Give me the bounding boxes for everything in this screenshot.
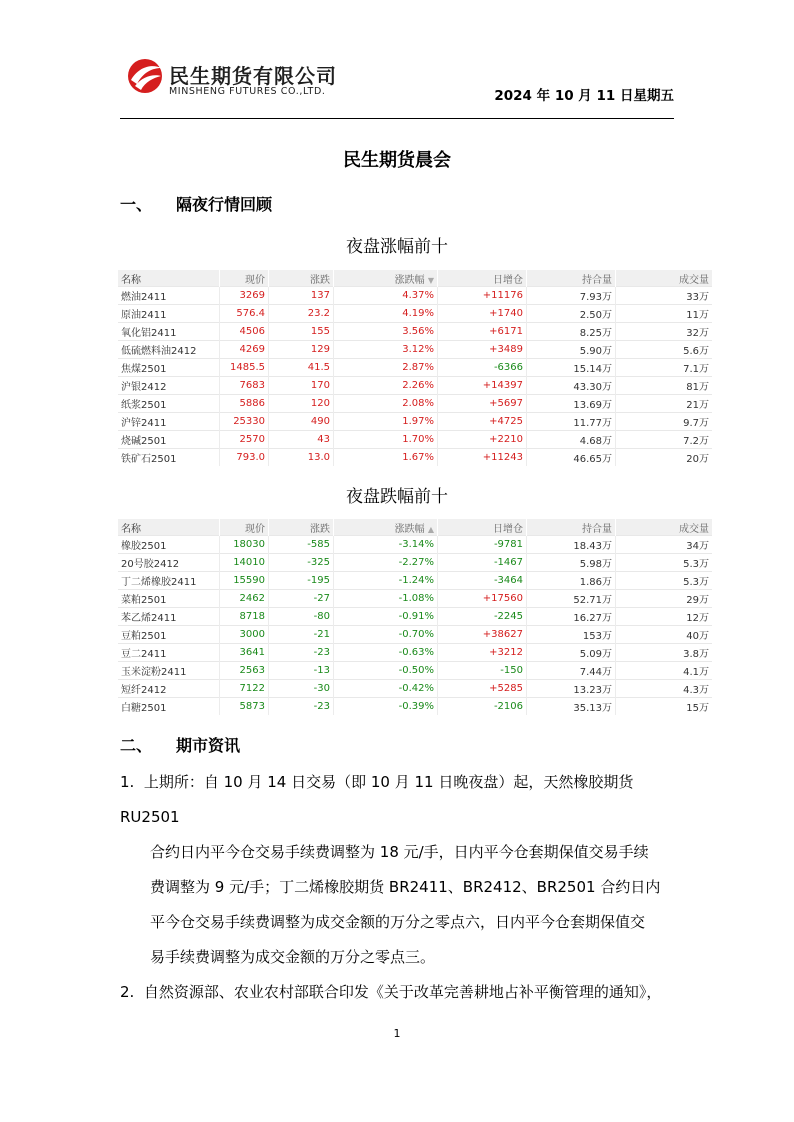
cell-name: 橡胶2501 [118, 536, 220, 554]
cell-open-interest: 11.77万 [527, 413, 616, 431]
cell-name: 玉米淀粉2411 [118, 662, 220, 680]
col-header-volume: 成交量 [616, 270, 713, 287]
cell-name: 氧化铝2411 [118, 323, 220, 341]
cell-oi-change: +14397 [438, 377, 527, 395]
cell-price: 4506 [220, 323, 269, 341]
report-date: 2024 年 10 月 11 日星期五 [494, 88, 674, 104]
cell-name: 菜粕2501 [118, 590, 220, 608]
news-line: 易手续费调整为成交金额的万分之零点三。 [150, 948, 436, 966]
news-text: 自然资源部、农业农村部联合印发《关于改革完善耕地占补平衡管理的通知》， [143, 983, 662, 1001]
col-header-pct-label: 涨跌幅 [394, 274, 425, 286]
cell-oi-change: +4725 [438, 413, 527, 431]
cell-oi-change: +2210 [438, 431, 527, 449]
cell-price: 3641 [220, 644, 269, 662]
cell-pct: -0.39% [334, 698, 438, 716]
cell-volume: 5.3万 [616, 572, 713, 590]
cell-volume: 4.3万 [616, 680, 713, 698]
cell-open-interest: 5.90万 [527, 341, 616, 359]
cell-change: 170 [269, 377, 334, 395]
cell-open-interest: 43.30万 [527, 377, 616, 395]
cell-price: 7122 [220, 680, 269, 698]
company-name-cn: 民生期货有限公司 [169, 64, 337, 88]
cell-pct: -2.27% [334, 554, 438, 572]
cell-pct: -0.63% [334, 644, 438, 662]
cell-change: -23 [269, 698, 334, 716]
cell-name: 燃油2411 [118, 287, 220, 305]
col-header-pct-label: 涨跌幅 [394, 523, 425, 535]
cell-pct: 1.70% [334, 431, 438, 449]
news-line: 费调整为 9 元/手；丁二烯橡胶期货 BR2411、BR2412、BR2501 合约日内 [150, 878, 661, 896]
cell-name: 豆二2411 [118, 644, 220, 662]
news-index: 1. [120, 773, 135, 791]
table-row[interactable] [118, 431, 712, 449]
cell-volume: 33万 [616, 287, 713, 305]
cell-oi-change: +17560 [438, 590, 527, 608]
cell-volume: 3.8万 [616, 644, 713, 662]
news-item-2 [120, 975, 674, 1010]
cell-oi-change: +3489 [438, 341, 527, 359]
news-line: 合约日内平今仓交易手续费调整为 18 元/手，日内平今仓套期保值交易手续 [150, 843, 649, 861]
cell-name: 铁矿石2501 [118, 449, 220, 467]
cell-pct: -1.08% [334, 590, 438, 608]
cell-name: 焦煤2501 [118, 359, 220, 377]
news-line [120, 975, 674, 1010]
cell-open-interest: 4.68万 [527, 431, 616, 449]
table-row[interactable] [118, 608, 712, 626]
cell-open-interest: 5.98万 [527, 554, 616, 572]
cell-oi-change: -9781 [438, 536, 527, 554]
table-row[interactable] [118, 590, 712, 608]
cell-pct: -0.70% [334, 626, 438, 644]
cell-price: 3269 [220, 287, 269, 305]
cell-oi-change: -6366 [438, 359, 527, 377]
cell-volume: 7.2万 [616, 431, 713, 449]
company-name-en: MINSHENG FUTURES CO.,LTD. [169, 86, 326, 97]
cell-pct: -1.24% [334, 572, 438, 590]
cell-price: 5886 [220, 395, 269, 413]
cell-change: -80 [269, 608, 334, 626]
table-header-row [118, 270, 712, 287]
cell-change: 23.2 [269, 305, 334, 323]
cell-name: 原油2411 [118, 305, 220, 323]
cell-change: 137 [269, 287, 334, 305]
col-header-open-interest: 持合量 [527, 519, 616, 536]
cell-oi-change: +3212 [438, 644, 527, 662]
cell-open-interest: 16.27万 [527, 608, 616, 626]
sort-desc-icon: ▼ [427, 275, 434, 285]
gainers-table-title: 夜盘涨幅前十 [346, 237, 448, 257]
cell-name: 短纤2412 [118, 680, 220, 698]
cell-open-interest: 5.09万 [527, 644, 616, 662]
news-line: 平今仓交易手续费调整为成交金额的万分之零点六，日内平今仓套期保值交 [150, 913, 646, 931]
table-row[interactable] [118, 680, 712, 698]
cell-oi-change: +11176 [438, 287, 527, 305]
cell-volume: 12万 [616, 608, 713, 626]
cell-name: 纸浆2501 [118, 395, 220, 413]
cell-change: 129 [269, 341, 334, 359]
news-text: 上期所：自 10 月 14 日交易（即 10 月 11 日晚夜盘）起，天然橡胶期货 RU2501 [120, 773, 634, 826]
col-header-price: 现价 [220, 270, 269, 287]
table-row[interactable] [118, 341, 712, 359]
cell-pct: 2.26% [334, 377, 438, 395]
cell-pct: 3.56% [334, 323, 438, 341]
cell-price: 14010 [220, 554, 269, 572]
cell-oi-change: -3464 [438, 572, 527, 590]
cell-name: 低硫燃料油2412 [118, 341, 220, 359]
cell-oi-change: -150 [438, 662, 527, 680]
cell-open-interest: 52.71万 [527, 590, 616, 608]
cell-name: 沪银2412 [118, 377, 220, 395]
cell-price: 15590 [220, 572, 269, 590]
cell-name: 20号胶2412 [118, 554, 220, 572]
cell-change: 43 [269, 431, 334, 449]
table-row[interactable] [118, 413, 712, 431]
news-item-1 [120, 765, 674, 975]
cell-change: -23 [269, 644, 334, 662]
col-header-pct[interactable] [334, 270, 438, 287]
cell-volume: 11万 [616, 305, 713, 323]
cell-change: -21 [269, 626, 334, 644]
table-row[interactable] [118, 305, 712, 323]
cell-oi-change: +6171 [438, 323, 527, 341]
cell-oi-change: +38627 [438, 626, 527, 644]
cell-pct: 4.19% [334, 305, 438, 323]
cell-volume: 81万 [616, 377, 713, 395]
cell-oi-change: -2106 [438, 698, 527, 716]
cell-price: 793.0 [220, 449, 269, 467]
cell-pct: 1.67% [334, 449, 438, 467]
cell-open-interest: 7.93万 [527, 287, 616, 305]
table-row[interactable] [118, 359, 712, 377]
table-row[interactable] [118, 698, 712, 716]
cell-open-interest: 18.43万 [527, 536, 616, 554]
table-row[interactable] [118, 554, 712, 572]
cell-price: 1485.5 [220, 359, 269, 377]
table-row[interactable] [118, 323, 712, 341]
cell-change: -325 [269, 554, 334, 572]
cell-name: 苯乙烯2411 [118, 608, 220, 626]
cell-pct: -0.91% [334, 608, 438, 626]
cell-open-interest: 153万 [527, 626, 616, 644]
cell-oi-change: -1467 [438, 554, 527, 572]
cell-name: 丁二烯橡胶2411 [118, 572, 220, 590]
cell-change: 41.5 [269, 359, 334, 377]
table-row[interactable] [118, 287, 712, 305]
col-header-open-interest: 持合量 [527, 270, 616, 287]
section-number: 二、 [120, 736, 153, 755]
cell-pct: 4.37% [334, 287, 438, 305]
cell-open-interest: 8.25万 [527, 323, 616, 341]
cell-price: 3000 [220, 626, 269, 644]
gainers-table [118, 270, 712, 466]
cell-change: 490 [269, 413, 334, 431]
col-header-name: 名称 [118, 270, 220, 287]
cell-oi-change: +5285 [438, 680, 527, 698]
col-header-pct[interactable] [334, 519, 438, 536]
cell-open-interest: 15.14万 [527, 359, 616, 377]
news-line [120, 765, 674, 835]
cell-volume: 4.1万 [616, 662, 713, 680]
table-row[interactable] [118, 626, 712, 644]
cell-open-interest: 13.69万 [527, 395, 616, 413]
cell-oi-change: +5697 [438, 395, 527, 413]
section-title: 隔夜行情回顾 [176, 195, 273, 214]
page-header [120, 52, 674, 118]
cell-pct: -0.42% [334, 680, 438, 698]
gainers-table-body [118, 287, 712, 467]
cell-change: -13 [269, 662, 334, 680]
cell-oi-change: +1740 [438, 305, 527, 323]
cell-price: 2462 [220, 590, 269, 608]
cell-volume: 5.6万 [616, 341, 713, 359]
cell-open-interest: 13.23万 [527, 680, 616, 698]
cell-pct: 3.12% [334, 341, 438, 359]
cell-volume: 9.7万 [616, 413, 713, 431]
losers-table [118, 519, 712, 715]
cell-open-interest: 7.44万 [527, 662, 616, 680]
cell-change: -30 [269, 680, 334, 698]
table-row[interactable] [118, 572, 712, 590]
cell-volume: 20万 [616, 449, 713, 467]
section-heading-news [120, 733, 240, 756]
cell-pct: -0.50% [334, 662, 438, 680]
cell-price: 2570 [220, 431, 269, 449]
table-row[interactable] [118, 449, 712, 467]
cell-change: -27 [269, 590, 334, 608]
sort-asc-icon: ▲ [427, 524, 434, 534]
cell-price: 25330 [220, 413, 269, 431]
losers-table-body [118, 536, 712, 716]
cell-volume: 32万 [616, 323, 713, 341]
col-header-change: 涨跌 [269, 270, 334, 287]
cell-pct: 2.08% [334, 395, 438, 413]
cell-price: 7683 [220, 377, 269, 395]
cell-oi-change: -2245 [438, 608, 527, 626]
cell-volume: 29万 [616, 590, 713, 608]
cell-change: 155 [269, 323, 334, 341]
losers-table-title: 夜盘跌幅前十 [346, 487, 448, 507]
col-header-volume: 成交量 [616, 519, 713, 536]
col-header-price: 现价 [220, 519, 269, 536]
cell-price: 5873 [220, 698, 269, 716]
page-number: 1 [393, 1027, 401, 1040]
table-row[interactable] [118, 536, 712, 554]
table-row[interactable] [118, 395, 712, 413]
cell-volume: 5.3万 [616, 554, 713, 572]
cell-change: -195 [269, 572, 334, 590]
section-title: 期市资讯 [176, 736, 241, 755]
table-header-row [118, 519, 712, 536]
table-row[interactable] [118, 644, 712, 662]
cell-pct: 2.87% [334, 359, 438, 377]
cell-price: 18030 [220, 536, 269, 554]
section-number: 一、 [120, 195, 153, 214]
header-divider [120, 118, 674, 119]
cell-name: 豆粕2501 [118, 626, 220, 644]
cell-volume: 21万 [616, 395, 713, 413]
cell-open-interest: 2.50万 [527, 305, 616, 323]
cell-price: 8718 [220, 608, 269, 626]
table-row[interactable] [118, 377, 712, 395]
col-header-name: 名称 [118, 519, 220, 536]
minsheng-logo-icon [125, 56, 165, 96]
document-title: 民生期货晨会 [343, 150, 451, 171]
cell-change: 13.0 [269, 449, 334, 467]
cell-change: 120 [269, 395, 334, 413]
cell-pct: -3.14% [334, 536, 438, 554]
col-header-change: 涨跌 [269, 519, 334, 536]
cell-open-interest: 35.13万 [527, 698, 616, 716]
cell-price: 576.4 [220, 305, 269, 323]
table-row[interactable] [118, 662, 712, 680]
cell-oi-change: +11243 [438, 449, 527, 467]
cell-price: 2563 [220, 662, 269, 680]
cell-change: -585 [269, 536, 334, 554]
cell-open-interest: 46.65万 [527, 449, 616, 467]
col-header-oi-change: 日增仓 [438, 270, 527, 287]
cell-name: 沪锌2411 [118, 413, 220, 431]
cell-name: 白糖2501 [118, 698, 220, 716]
cell-open-interest: 1.86万 [527, 572, 616, 590]
news-index: 2. [120, 983, 135, 1001]
company-logo [125, 56, 365, 102]
col-header-oi-change: 日增仓 [438, 519, 527, 536]
cell-name: 烧碱2501 [118, 431, 220, 449]
cell-volume: 15万 [616, 698, 713, 716]
cell-pct: 1.97% [334, 413, 438, 431]
cell-volume: 40万 [616, 626, 713, 644]
cell-price: 4269 [220, 341, 269, 359]
section-heading-review [120, 192, 272, 215]
cell-volume: 34万 [616, 536, 713, 554]
cell-volume: 7.1万 [616, 359, 713, 377]
